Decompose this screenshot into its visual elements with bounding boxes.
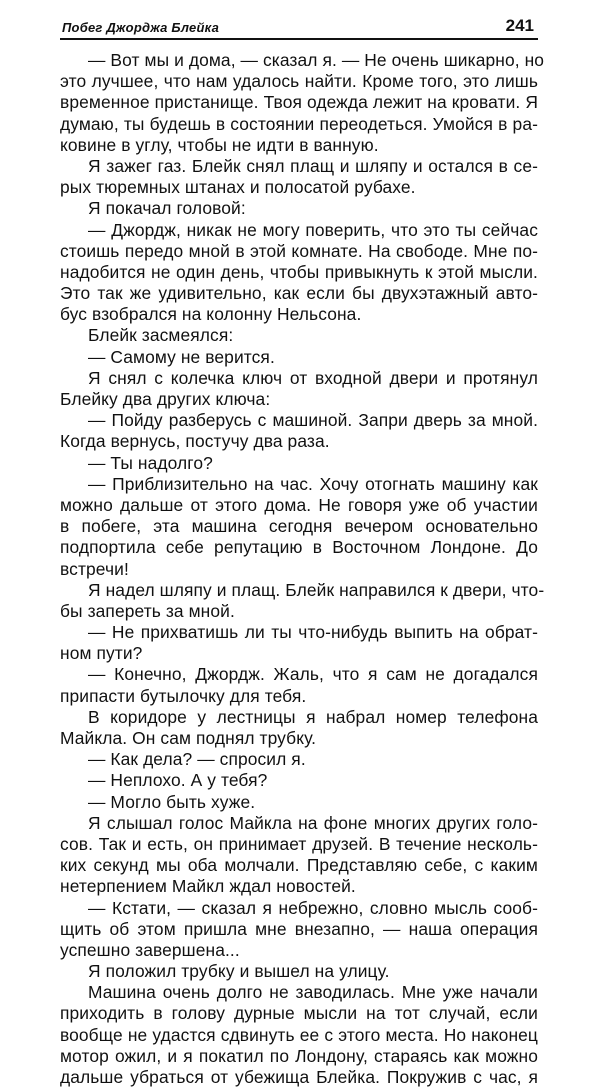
text-line: Майкла. Он сам поднял трубку.	[60, 728, 317, 748]
text-line: бы запереть за мной.	[60, 600, 235, 621]
text-line: — Самому не верится.	[88, 346, 275, 367]
text-line: ковине в углу, чтобы не идти в ванную.	[60, 134, 379, 155]
text-line: припасти бутылочку для тебя.	[60, 685, 307, 706]
text-line: — Вот мы и дома, — сказал я. — Не очень шикарно, но	[88, 50, 545, 70]
body-text	[60, 50, 545, 1088]
text-line: ких секунд мы оба молчали. Представляю себе, с каким	[60, 855, 538, 876]
text-line: Я снял с колечка ключ от входной двери и протянул	[88, 367, 538, 388]
text-line: — Приблизительно на час. Хочу отогнать машину как	[88, 473, 538, 494]
text-line: в побеге, эта машина сегодня вечером основательно	[60, 516, 538, 537]
text-line: ном пути?	[60, 643, 143, 664]
page-number: 241	[505, 16, 534, 35]
page-header	[60, 12, 538, 40]
text-line: щить об этом пришла мне внезапно, — наша операция	[60, 918, 538, 939]
text-line: Когда вернусь, постучу два раза.	[60, 431, 330, 452]
text-line: — Неплохо. А у тебя?	[88, 770, 268, 791]
text-line: — Джордж, никак не могу поверить, что это ты сейчас	[88, 219, 538, 240]
text-line: дальше убраться от убежища Блейка. Покружив с час, я	[60, 1067, 538, 1087]
text-line: — Пойду разберусь с машиной. Запри дверь за мной.	[88, 410, 538, 431]
text-line: встречи!	[60, 558, 129, 579]
text-line: — Как дела? — спросил я.	[88, 749, 306, 770]
text-line: временное пристанище. Твоя одежда лежит на кровати. Я	[60, 92, 538, 113]
text-line: — Кстати, — сказал я небрежно, словно мысль сооб-	[88, 897, 538, 918]
text-line: нетерпением Майкл ждал новостей.	[60, 876, 356, 897]
text-line: Машина очень долго не заводилась. Мне уже начали	[88, 982, 538, 1003]
text-line: надобится не один день, чтобы привыкнуть к этой мысли.	[60, 261, 538, 282]
text-line: Я покачал головой:	[88, 198, 246, 219]
text-line: Это так же удивительно, как если бы двухэтажный авто-	[60, 283, 538, 304]
text-line: — Ты надолго?	[88, 452, 213, 473]
text-line: Я зажег газ. Блейк снял плащ и шляпу и остался в се-	[88, 155, 538, 176]
text-line: — Конечно, Джордж. Жаль, что я сам не догадался	[88, 664, 538, 685]
text-line: — Не прихватишь ли ты что-нибудь выпить на обрат-	[88, 622, 538, 643]
text-line: Я положил трубку и вышел на улицу.	[88, 961, 390, 982]
text-line: стоишь передо мной в этой комнате. На свободе. Мне по-	[60, 240, 538, 261]
text-line: — Могло быть хуже.	[88, 791, 256, 812]
text-line: мотор ожил, и я покатил по Лондону, стараясь как можно	[60, 1045, 538, 1066]
text-line: Блейк засмеялся:	[88, 325, 234, 346]
text-line: бус взобрался на колонну Нельсона.	[60, 304, 362, 325]
text-line: В коридоре у лестницы я набрал номер телефона	[88, 706, 538, 727]
text-line: подпортила себе репутацию в Восточном Лондоне. До	[60, 537, 538, 558]
text-line: можно дальше от этого дома. Не говоря уже об участии	[60, 494, 538, 515]
text-line: Блейку два других ключа:	[60, 389, 271, 409]
running-title: Побег Джорджа Блейка	[62, 20, 219, 35]
text-line: думаю, ты будешь в состоянии переодеться. Умойся в ра-	[60, 113, 538, 134]
text-line: Я надел шляпу и плащ. Блейк направился к двери, что-	[88, 579, 545, 600]
text-line: приходить в голову дурные мысли на тот случай, если	[60, 1003, 538, 1024]
text-line: сов. Так и есть, он принимает друзей. В течение несколь-	[60, 833, 538, 854]
text-line: это лучшее, что нам удалось найти. Кроме того, это лишь	[60, 71, 538, 92]
text-line: Я слышал голос Майкла на фоне многих других голо-	[88, 812, 538, 833]
text-line: вообще не удастся сдвинуть ее с этого места. Но наконец	[60, 1024, 538, 1045]
text-line: рых тюремных штанах и полосатой рубахе.	[60, 177, 416, 198]
text-line: успешно завершена...	[60, 939, 240, 960]
